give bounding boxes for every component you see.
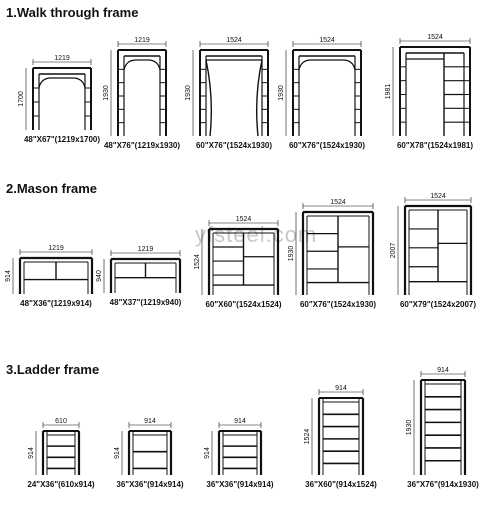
- frame-caption: 36"X36"(914x914): [206, 480, 274, 489]
- frame-caption: 48"X76"(1219x1930): [103, 141, 181, 150]
- frame-diagram: [406, 367, 479, 489]
- width-dimension-label: 1524: [226, 37, 242, 44]
- frame-caption: 36"X60"(914x1524): [305, 480, 377, 489]
- frame-diagram: [5, 245, 92, 308]
- width-dimension-label: 1524: [427, 34, 443, 41]
- width-dimension-label: 1219: [48, 245, 64, 252]
- frame-caption: 36"X76"(914x1930): [407, 480, 479, 489]
- height-dimension-label: 1524: [194, 254, 201, 270]
- frame-caption: 24"X36"(610x914): [27, 480, 95, 489]
- height-dimension-label: 1930: [103, 85, 110, 101]
- height-dimension-label: 914: [114, 447, 121, 459]
- section-title-walk-through: 1.Walk through frame: [6, 5, 139, 20]
- width-dimension-label: 1219: [54, 55, 70, 62]
- width-dimension-label: 1524: [235, 216, 252, 223]
- height-dimension-label: 940: [96, 270, 103, 282]
- section-title-mason: 2.Mason frame: [6, 181, 98, 196]
- width-dimension-label: 914: [234, 418, 246, 425]
- height-dimension-label: 1524: [304, 428, 311, 445]
- height-dimension-label: 1981: [385, 83, 392, 100]
- frame-diagram: [96, 246, 182, 307]
- watermark: yfsteel.com: [195, 222, 318, 247]
- corner-brace: [299, 60, 355, 70]
- frame-diagram: [18, 55, 100, 144]
- height-dimension-label: 1930: [406, 419, 413, 436]
- height-dimension-label: 1700: [18, 91, 25, 107]
- height-dimension-label: 1930: [288, 245, 295, 262]
- width-dimension-label: 914: [335, 385, 347, 392]
- frame-caption: 60"X60"(1524x1524): [205, 300, 282, 309]
- frame-diagram: [304, 385, 377, 489]
- frame-caption: 48"X67"(1219x1700): [23, 135, 101, 144]
- height-dimension-label: 2007: [390, 242, 397, 259]
- frame-diagram: [114, 418, 184, 489]
- frame-diagram: [204, 418, 274, 489]
- section-title-ladder: 3.Ladder frame: [6, 362, 100, 377]
- width-dimension-label: 914: [437, 367, 449, 374]
- corner-brace: [39, 78, 85, 88]
- frame-diagram: [185, 37, 272, 150]
- width-dimension-label: 1219: [134, 37, 150, 44]
- height-dimension-label: 914: [5, 270, 12, 282]
- height-dimension-label: 914: [28, 447, 35, 459]
- width-dimension-label: 610: [55, 418, 67, 425]
- height-dimension-label: 914: [204, 447, 211, 459]
- frame-caption: 60"X76"(1524x1930): [195, 141, 273, 150]
- frame-caption: 60"X76"(1524x1930): [288, 141, 366, 150]
- frame-caption: 36"X36"(914x914): [116, 480, 184, 489]
- frame-caption: 48"X36"(1219x914): [20, 299, 92, 308]
- height-dimension-label: 1930: [278, 85, 285, 101]
- frame-diagram: [194, 216, 282, 309]
- height-dimension-label: 1930: [185, 85, 192, 101]
- width-dimension-label: 1524: [430, 193, 446, 200]
- width-dimension-label: 1524: [330, 199, 346, 206]
- arch-brace: [206, 60, 262, 136]
- frame-caption: 60"X78"(1524x1981): [396, 141, 474, 150]
- frame-caption: 60"X79"(1524x2007): [399, 300, 477, 309]
- width-dimension-label: 1524: [319, 37, 335, 44]
- corner-brace: [124, 60, 160, 70]
- frame-diagram: [27, 418, 95, 489]
- width-dimension-label: 1219: [137, 246, 154, 253]
- frame-caption: 48"X37"(1219x940): [109, 298, 182, 307]
- frame-diagram: [278, 37, 365, 150]
- frame-diagram: [288, 199, 376, 309]
- frame-diagram: [390, 193, 476, 309]
- width-dimension-label: 914: [144, 418, 156, 425]
- frame-diagram: [385, 34, 473, 150]
- frame-diagram: [103, 37, 180, 150]
- frame-caption: 60"X76"(1524x1930): [299, 300, 377, 309]
